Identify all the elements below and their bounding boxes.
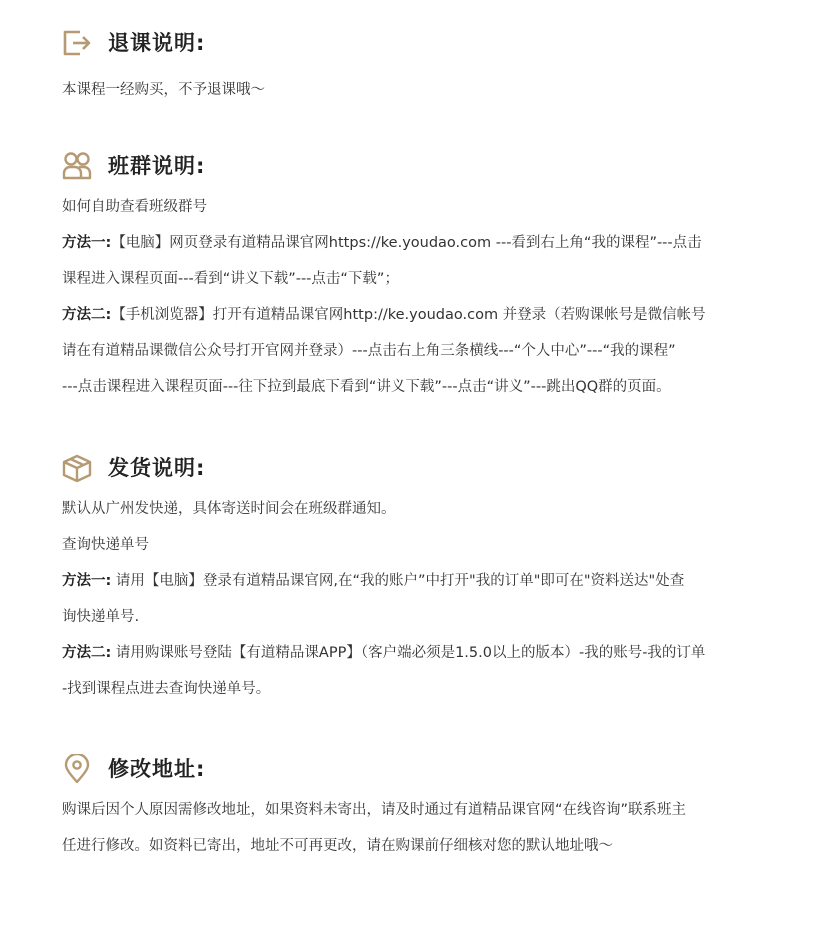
refund-section [62,28,792,108]
refund-text: 本课程一经购买，不予退课哦～ [62,82,265,98]
group-section [62,151,792,405]
address-section [62,754,792,864]
shipping-section [62,453,792,707]
group-method2-line3: ---点击课程进入课程页面---往下拉到最底下看到“讲义下载”---点击“讲义”---跳出QQ群的页面。 [62,379,671,395]
shipping-line2: 查询快递单号 [62,537,149,553]
address-title: 修改地址: [108,757,206,781]
group-intro: 如何自助查看班级群号 [62,199,207,215]
group-title: 班群说明: [108,154,206,178]
shipping-method2-text1: 请用购课账号登陆【有道精品课APP】（客户端必须是1.5.0以上的版本）-我的账号-我的订单 [111,645,706,661]
shipping-method2-line1 [62,635,792,671]
shipping-method1-line2: 询快递单号. [62,609,140,625]
address-header [62,754,792,784]
shipping-method1-label: 方法一: [62,573,112,589]
address-line1: 购课后因个人原因需修改地址，如果资料未寄出，请及时通过有道精品课官网“在线咨询”联系班主 [62,802,687,818]
address-line2: 任进行修改。如资料已寄出，地址不可再更改，请在购课前仔细核对您的默认地址哦～ [62,838,613,854]
shipping-method1-text1: 请用【电脑】登录有道精品课官网,在“我的账户”中打开"我的订单"即可在"资料送达"处查 [111,573,685,589]
box-icon [62,453,94,483]
shipping-method2-label: 方法二: [62,645,112,661]
group-method2-line1 [62,297,792,333]
location-pin-icon [62,754,94,784]
group-method2-line2: 请在有道精品课微信公众号打开官网并登录）---点击右上角三条横线---“个人中心”---“我的课程” [62,343,676,359]
group-header [62,151,792,181]
exit-icon [62,28,94,58]
group-method1-label: 方法一: [62,235,112,251]
group-method1-line1 [62,225,792,261]
shipping-line1: 默认从广州发快递，具体寄送时间会在班级群通知。 [62,501,396,517]
users-icon [62,151,94,181]
group-method2-label: 方法二: [62,307,112,323]
group-method1-text1: 【电脑】网页登录有道精品课官网https://ke.youdao.com ---看到右上角“我的课程”---点击 [111,235,702,251]
shipping-method2-line2: -找到课程点进去查询快递单号。 [62,681,271,697]
refund-header [62,28,792,58]
shipping-header [62,453,792,483]
refund-title: 退课说明: [108,31,206,55]
group-method2-text1: 【手机浏览器】打开有道精品课官网http://ke.youdao.com 并登录（若购课帐号是微信帐号 [111,307,706,323]
shipping-title: 发货说明: [108,456,206,480]
shipping-method1-line1 [62,563,792,599]
group-method1-line2: 课程进入课程页面---看到“讲义下载”---点击“下载”； [62,271,399,287]
